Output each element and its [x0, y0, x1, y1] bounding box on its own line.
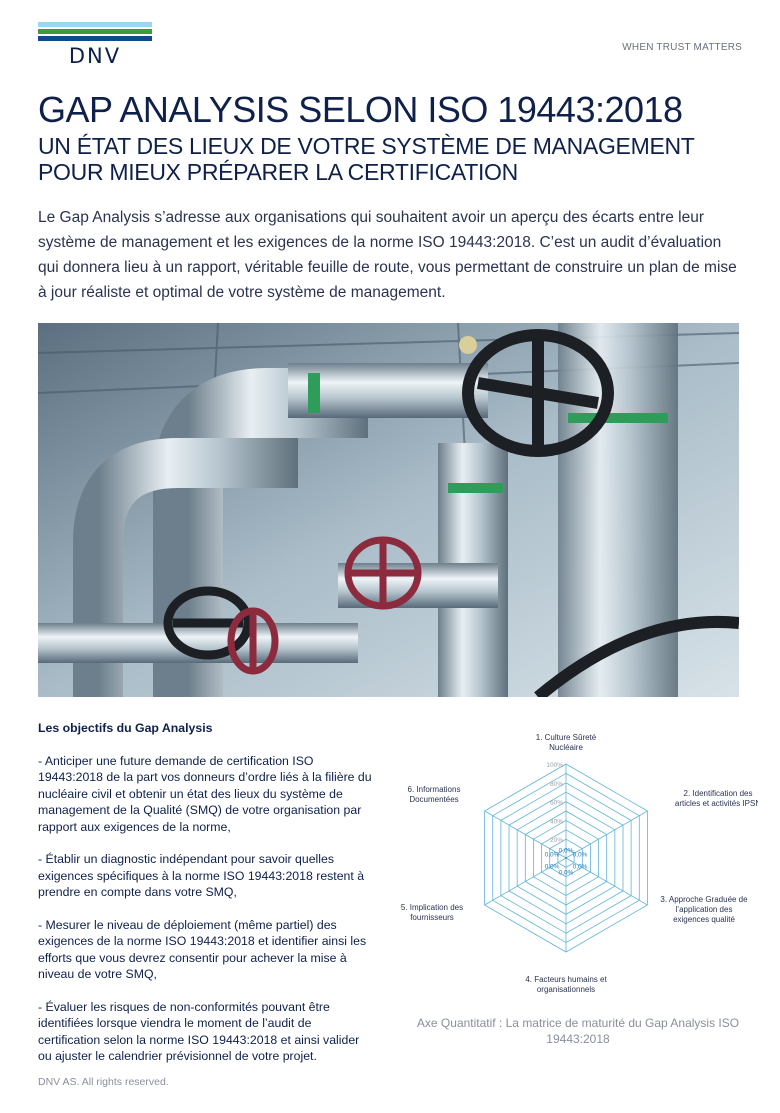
radar-tick-label: 60% — [549, 799, 563, 807]
radar-axis-label: 3. Approche Graduée de l’application des exigences qualité — [660, 895, 748, 924]
radar-value-label: 0,0% — [544, 863, 560, 871]
pipes-illustration — [38, 323, 739, 697]
page-subtitle: UN ÉTAT DES LIEUX DE VOTRE SYSTÈME DE MANAGEMENT POUR MIEUX PRÉPARER LA CERTIFICATION — [38, 133, 695, 185]
radar-tick-label: 40% — [549, 818, 563, 826]
maturity-radar-chart — [398, 720, 758, 1020]
radar-value-label: 0,0% — [558, 847, 574, 855]
chart-caption: Axe Quantitatif : La matrice de maturité du Gap Analysis ISO 19443:2018 — [416, 1016, 740, 1046]
objective-item: - Évaluer les risques de non-conformités pouvant être identifiées lorsque viendra le moment de l’audit de certification selon la norme ISO 19443:2018 et ainsi valider ou ajuster le calendrier prévisionnel de votre projet. — [38, 999, 360, 1063]
radar-value-label: 0,0% — [572, 863, 588, 871]
objective-item: - Établir un diagnostic indépendant pour savoir quelles exigences spécifiques à la norme ISO 19443:2018 restent à prendre en compte dans votre SMQ, — [38, 852, 365, 899]
objective-item: - Mesurer le niveau de déploiement (même partiel) des exigences de la norme ISO 19443:2018 et identifier ainsi les efforts que vous devrez consentir pour achever la mise à niveau de votre SMQ, — [38, 917, 367, 981]
logo-stripe-blue — [38, 36, 152, 41]
radar-axis-label: 4. Facteurs humains et organisationnels — [525, 975, 607, 994]
page-title: GAP ANALYSIS SELON ISO 19443:2018 — [38, 89, 683, 130]
objective-item: - Anticiper une future demande de certification ISO 19443:2018 de la part vos donneurs d’ordre liés à la filière du nucléaire civil et obtenir un état des lieux du système de management de la Qualité (SMQ) de votre organisation par rapport aux exigences de la norme, — [38, 753, 372, 834]
logo-wordmark: DNV — [68, 44, 122, 68]
logo-stripe-green — [38, 29, 152, 34]
radar-axis-label: 2. Identification des articles et activités IPSN — [674, 789, 758, 808]
radar-tick-label: 80% — [549, 780, 563, 788]
tagline: WHEN TRUST MATTERS — [622, 42, 742, 53]
radar-tick-label: 20% — [549, 837, 563, 845]
radar-value-label: 0,0% — [572, 851, 588, 859]
logo-stripe-sky — [38, 22, 152, 27]
radar-axis-label: 1. Culture Sûreté Nucléaire — [535, 733, 597, 752]
radar-value-label: 0,0% — [544, 851, 560, 859]
industrial-pipes-photo — [38, 323, 739, 697]
radar-axis-label: 5. Implication des fournisseurs — [400, 903, 464, 922]
radar-axis-label: 6. Informations Documentées — [407, 785, 461, 804]
footer-copyright: DNV AS. All rights reserved. — [38, 1076, 169, 1088]
radar-svg — [398, 720, 758, 1020]
radar-value-label: 0,0% — [558, 869, 574, 877]
dnv-logo — [38, 22, 152, 67]
objectives-section — [38, 720, 373, 1081]
radar-tick-label: 100% — [546, 762, 563, 769]
intro-paragraph: Le Gap Analysis s’adresse aux organisations qui souhaitent avoir un aperçu des écarts entre leur système de management et les exigences de la norme ISO 19443:2018. C’est un audit d’évaluation qui donnera lieu à un rapport, véritable feuille de route, vous permettant de construire un plan de mise à jour réaliste et optimal de votre système de management. — [38, 209, 737, 301]
objectives-heading: Les objectifs du Gap Analysis — [38, 721, 213, 735]
